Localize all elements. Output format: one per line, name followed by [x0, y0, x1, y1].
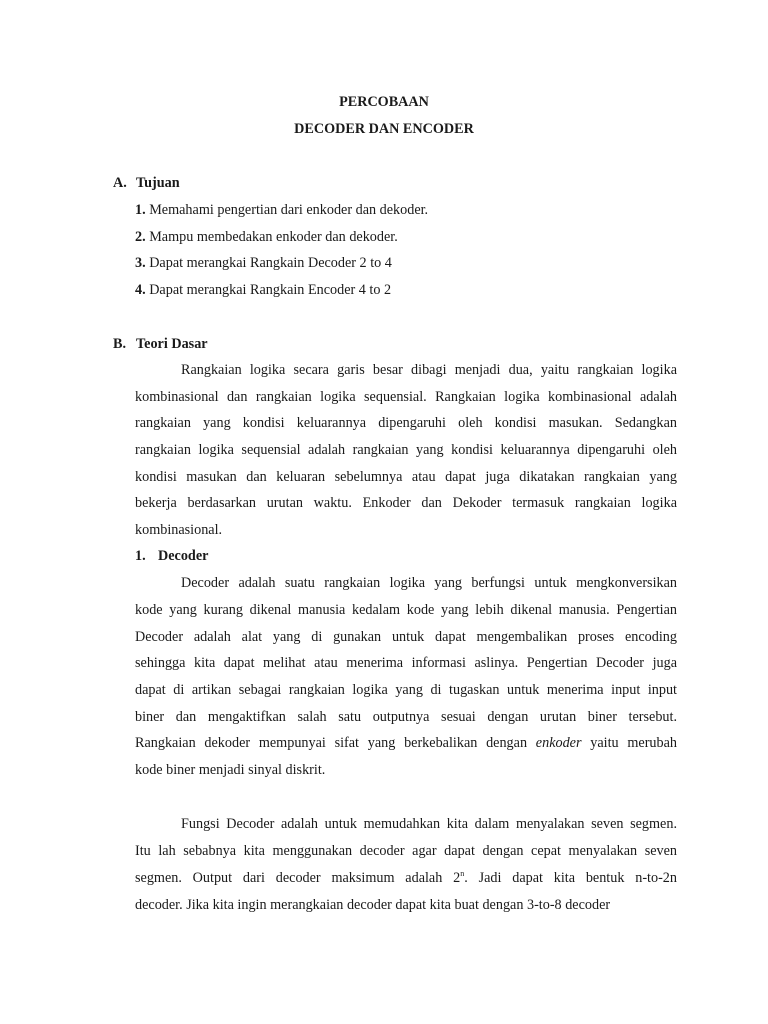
text-run: segmen. Output dari decoder maksimum adalah 2 — [135, 870, 461, 886]
paragraph-line: kombinasional dan rangkaian logika sequensial. Rangkaian logika kombinasional adalah — [135, 389, 677, 405]
paragraph-line: dapat di artikan sebagai rangkaian logika yang di tugaskan untuk menerima input input — [135, 682, 677, 698]
text-run: Rangkaian dekoder mempunyai sifat yang berkebalikan dengan — [135, 735, 528, 751]
paragraph-line: kondisi masukan dan keluaran sebelumnya atau dapat juga dikatakan rangkaian yang — [135, 469, 677, 485]
paragraph-line — [135, 735, 677, 752]
goal-text: Dapat merangkai Rangkain Encoder 4 to 2 — [149, 282, 392, 298]
paragraph-line — [135, 870, 677, 887]
paragraph-line: Fungsi Decoder adalah untuk memudahkan kita dalam menyalakan seven segmen. — [181, 816, 677, 832]
decoder-heading: Decoder — [158, 548, 209, 564]
goal-item-3 — [135, 255, 392, 272]
paragraph-line: rangkaian logika sequensial adalah rangkaian yang kondisi keluarannya dipengaruhi oleh — [135, 442, 677, 458]
text-run: yaitu merubah — [590, 735, 677, 751]
section-a-heading: Tujuan — [136, 175, 180, 191]
paragraph-line: Rangkaian logika secara garis besar dibagi menjadi dua, yaitu rangkaian logika — [181, 362, 677, 378]
decoder-number: 1. — [135, 548, 146, 564]
goal-text: Mampu membedakan enkoder dan dekoder. — [149, 229, 398, 245]
goal-item-2 — [135, 229, 398, 246]
paragraph-line: Decoder adalah suatu rangkaian logika yang berfungsi untuk mengkonversikan — [181, 575, 677, 591]
paragraph-line: decoder. Jika kita ingin merangkaian decoder dapat kita buat dengan 3-to-8 decoder — [135, 897, 611, 913]
goal-number: 3. — [135, 255, 146, 271]
section-b-letter: B. — [113, 336, 127, 352]
goal-text: Memahami pengertian dari enkoder dan dekoder. — [149, 202, 429, 218]
paragraph-line: Decoder adalah alat yang di gunakan untuk dapat mengembalikan proses encoding — [135, 629, 677, 645]
goal-text: Dapat merangkai Rangkain Decoder 2 to 4 — [149, 255, 392, 271]
superscript: n — [460, 869, 465, 878]
goal-number: 4. — [135, 282, 146, 298]
goal-number: 1. — [135, 202, 146, 218]
paragraph-line: biner dan mengaktifkan salah satu outputnya sesuai dengan urutan biner tersebut. — [135, 709, 677, 725]
goal-number: 2. — [135, 229, 146, 245]
section-a-letter: A. — [113, 175, 127, 191]
paragraph-line: Itu lah sebabnya kita menggunakan decoder agar dapat dengan cepat menyalakan seven — [135, 843, 677, 859]
section-b-heading: Teori Dasar — [136, 336, 208, 352]
paragraph-line: kode yang kurang dikenal manusia kedalam kode yang lebih dikenal manusia. Pengertian — [135, 602, 677, 618]
title-line-1: PERCOBAAN — [339, 94, 429, 110]
text-run: . Jadi dapat kita bentuk n-to-2n — [464, 870, 677, 886]
paragraph-line: rangkaian yang kondisi keluarannya dipengaruhi oleh kondisi masukan. Sedangkan — [135, 415, 677, 431]
paragraph-line: kode biner menjadi sinyal diskrit. — [135, 762, 326, 778]
paragraph-line: bekerja berdasarkan urutan waktu. Enkoder dan Dekoder termasuk rangkaian logika — [135, 495, 677, 511]
goal-item-1 — [135, 202, 428, 219]
paragraph-line: sehingga kita dapat melihat atau menerima informasi aslinya. Pengertian Decoder juga — [135, 655, 677, 671]
paragraph-line: kombinasional. — [135, 522, 223, 538]
goal-item-4 — [135, 282, 391, 299]
title-line-2: DECODER DAN ENCODER — [294, 121, 474, 137]
italic-term: enkoder — [535, 735, 582, 751]
